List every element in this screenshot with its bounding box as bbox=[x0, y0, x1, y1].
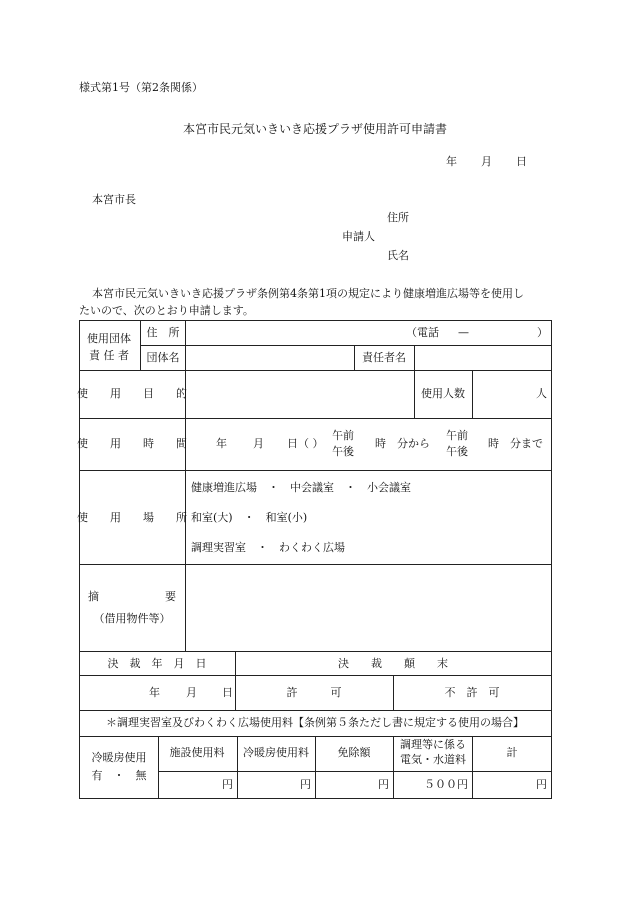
ac-fee-label: 冷暖房使用料 bbox=[243, 746, 309, 759]
utility-fee-label-line1: 調理等に係る bbox=[400, 738, 466, 751]
deny-label: 不 許 可 bbox=[444, 686, 500, 699]
applicant-address-label: 住所 bbox=[387, 211, 409, 224]
user-count-unit: 人 bbox=[536, 387, 547, 400]
permit-label: 許 可 bbox=[286, 686, 342, 699]
addressee: 本宮市長 bbox=[92, 193, 136, 206]
form-number: 様式第1号（第2条関係） bbox=[79, 81, 203, 94]
ac-usage-label: 冷暖房使用 bbox=[91, 751, 147, 764]
place-options-line3: 調理実習室 ・ わくわく広場 bbox=[191, 541, 345, 554]
applicant-name-label: 氏名 bbox=[387, 249, 409, 262]
decision-day: 日 bbox=[222, 686, 233, 699]
date-day-label: 日 bbox=[516, 155, 527, 168]
time-month: 月 bbox=[253, 437, 264, 450]
phone-open: （電話 bbox=[406, 326, 439, 339]
hour-from: 時 分から bbox=[375, 437, 430, 450]
utility-fee-amount: ５００円 bbox=[424, 778, 468, 791]
place-label: 使 用 場 所 bbox=[77, 511, 187, 524]
user-count-label: 使用人数 bbox=[421, 387, 465, 400]
remarks-sub-label: （借用物件等） bbox=[93, 612, 171, 625]
decision-result-label: 決 裁 顛 末 bbox=[338, 657, 448, 670]
decision-month: 月 bbox=[186, 686, 197, 699]
kitchen-fee-note: ＊調理実習室及びわくわく広場使用料【条例第５条ただし書に規定する使用の場合】 bbox=[106, 716, 524, 729]
address-label: 住 所 bbox=[146, 326, 180, 339]
time-label: 使 用 時 間 bbox=[77, 437, 187, 450]
exemption-yen: 円 bbox=[378, 778, 389, 791]
am-label-start: 午前 bbox=[332, 429, 354, 442]
applicant-label: 申請人 bbox=[342, 230, 375, 243]
decision-year: 年 bbox=[149, 686, 160, 699]
facility-fee-yen: 円 bbox=[222, 778, 233, 791]
utility-fee-label-line2: 電気・水道料 bbox=[400, 753, 466, 766]
application-table bbox=[79, 320, 552, 799]
place-options-line1: 健康増進広場 ・ 中会議室 ・ 小会議室 bbox=[191, 481, 411, 494]
total-label: 計 bbox=[506, 746, 518, 759]
intro-text-line2: たいので、次のとおり申請します。 bbox=[79, 304, 254, 317]
responsible-name-label: 責任者名 bbox=[362, 351, 406, 364]
am-label-end: 午前 bbox=[446, 429, 468, 442]
place-options-line2: 和室(大) ・ 和室(小) bbox=[191, 511, 308, 524]
exemption-label: 免除額 bbox=[337, 746, 371, 759]
phone-close: ） bbox=[537, 326, 548, 339]
total-yen: 円 bbox=[536, 778, 547, 791]
page-title: 本宮市民元気いきいき応援プラザ使用許可申請書 bbox=[182, 122, 448, 136]
hour-to: 時 分まで bbox=[488, 437, 543, 450]
org-responsible-label-line1: 使用団体 bbox=[87, 332, 131, 345]
date-month-label: 月 bbox=[481, 155, 492, 168]
date-year-label: 年 bbox=[446, 155, 457, 168]
phone-dash: — bbox=[458, 326, 469, 339]
time-day: 日（ ） bbox=[287, 437, 324, 450]
ac-usage-options: 有 ・ 無 bbox=[91, 769, 147, 782]
org-responsible-label-line2: 責 任 者 bbox=[89, 349, 129, 362]
group-name-label: 団体名 bbox=[146, 351, 180, 364]
decision-date-label: 決 裁 年 月 日 bbox=[107, 657, 207, 670]
pm-label-end: 午後 bbox=[446, 445, 468, 458]
facility-fee-label: 施設使用料 bbox=[169, 746, 225, 759]
remarks-label: 摘 要 bbox=[88, 590, 176, 603]
intro-text-line1: 本宮市民元気いきいき応援プラザ条例第4条第1項の規定により健康増進広場等を使用し bbox=[92, 287, 524, 300]
pm-label-start: 午後 bbox=[332, 445, 354, 458]
purpose-label: 使 用 目 的 bbox=[77, 387, 187, 400]
ac-fee-yen: 円 bbox=[300, 778, 311, 791]
time-year: 年 bbox=[216, 437, 227, 450]
